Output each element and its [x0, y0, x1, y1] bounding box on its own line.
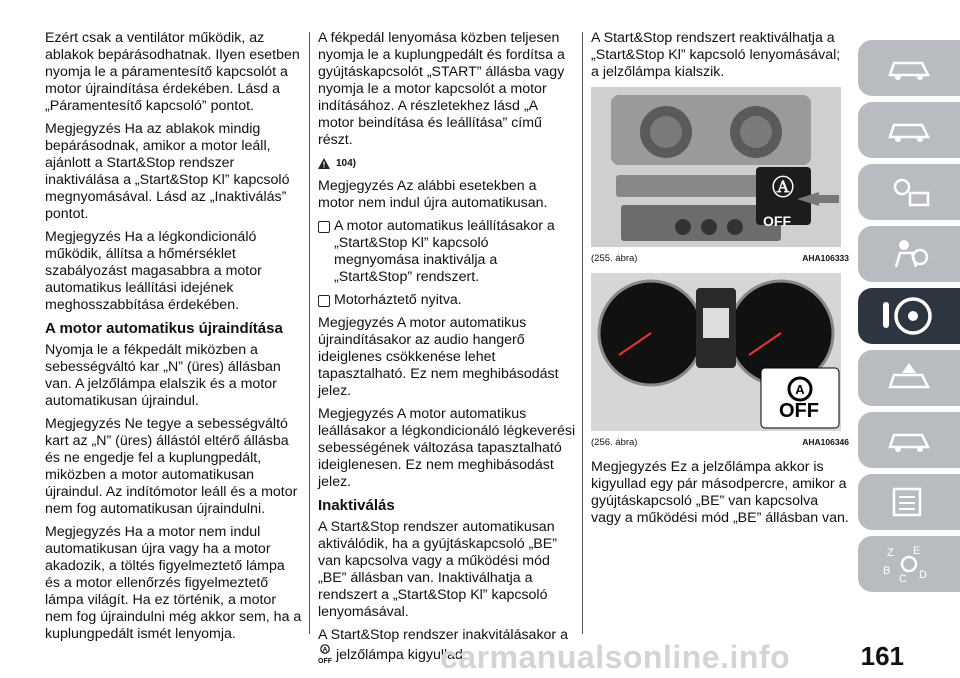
figure-256: [591, 273, 849, 451]
tab-lights-messages[interactable]: [858, 164, 960, 220]
tab-car-check[interactable]: [858, 102, 960, 158]
svg-text:A: A: [322, 646, 328, 654]
svg-text:Z: Z: [887, 547, 894, 559]
paragraph: Megjegyzés Az alábbi esetekben a motor nem indul újra automatikusan.: [318, 178, 548, 211]
list-item: [318, 218, 576, 286]
off-badge: OFF: [779, 400, 819, 422]
tab-safety[interactable]: [858, 226, 960, 282]
tab-car-info[interactable]: [858, 40, 960, 96]
start-stop-off-icon: [318, 644, 332, 666]
section-tabs: [858, 40, 960, 598]
svg-text:E: E: [913, 545, 921, 557]
warning-car-icon: [886, 361, 932, 395]
paragraph: Megjegyzés Ha a motor nem indul automatikusan újra vagy ha a motor akadozik, a töltés figyelmeztető lámpa és a motor ellenőrzés figyelmeztető lámpa világít. Ha ez történik, a motor nem fog újraindulni még akkor sem, ha a kuplungpedált ismét lenyomja.: [45, 524, 302, 642]
column-1: [45, 30, 303, 649]
paragraph: Megjegyzés Ne tegye a sebességváltó kart az „N” (üres) állástól eltérő állásba és ne engedje fel a kuplungpedált, miközben a motor automatikusan újraindul. Az indítómotor leáll és a motor nem fog automatikusan újraindulni.: [45, 416, 298, 517]
tab-specs[interactable]: [858, 474, 960, 530]
index-icon: [879, 542, 939, 586]
figure-number: (256. ábra): [591, 437, 638, 448]
warning-icon: [318, 158, 330, 169]
paragraph: Megjegyzés A motor automatikus újraindításakor az audio hangerő ideiglenes csökkenése lehet tapasztalható. Ez nem meghibásodást jelez.: [318, 315, 559, 399]
paragraph: Megjegyzés Ez a jelzőlámpa akkor is kigyullad egy pár másodpercre, amikor a gyújtáskapcsoló „BE” van kapcsolva vagy a működési mód „BE” állásban van.: [591, 459, 849, 526]
off-label: OFF: [318, 658, 332, 665]
column-2: [318, 30, 576, 672]
reference-note: [318, 155, 576, 172]
car-service-icon: [886, 425, 932, 455]
car-check-icon: [886, 115, 932, 145]
svg-text:Ⓐ: Ⓐ: [771, 175, 795, 200]
svg-text:B: B: [883, 565, 891, 577]
svg-text:C: C: [899, 573, 907, 585]
light-message-icon: [886, 175, 932, 209]
figure-image-cluster: [591, 273, 841, 431]
specs-icon: [886, 485, 932, 519]
list-item: [318, 292, 576, 309]
dashboard-switch-illustration: [591, 87, 841, 247]
bullet-square-icon: [318, 295, 330, 307]
figure-code: AHA106346: [802, 437, 849, 447]
column-3: [591, 30, 849, 533]
column-divider-2: [582, 32, 583, 634]
paragraph: Megjegyzés A motor automatikus leállásakor a légkondicionáló légkeverési sebességének változása tapasztalható ideiglenesen. Ez nem meghibásodást jelez.: [318, 406, 576, 490]
paragraph: Nyomja le a fékpedált miközben a sebességváltó kar „N” (üres) állásban van. A jelzőlámpa elalszik és a motor automatikusan újraindul.: [45, 342, 281, 409]
paragraph: Ezért csak a ventilátor működik, az ablakok bepárásodhatnak. Ilyen esetben nyomja le a páramentesítő kapcsolót a motor újraindítása érdekében. Lásd a „Páramentesítő kapcsoló” pontot.: [45, 30, 300, 114]
column-divider-1: [309, 32, 310, 634]
svg-text:A: A: [795, 382, 805, 397]
list-item-text: A motor automatikus leállításakor a „Start&Stop Kl” kapcsoló megnyomása inaktiválja a „Start&Stop” rendszert.: [334, 218, 555, 285]
figure-caption: [591, 434, 849, 451]
watermark: carmanualsonline.info: [440, 639, 791, 675]
section-heading: Inaktiválás: [318, 497, 395, 514]
figure-number: (255. ábra): [591, 253, 638, 264]
steering-key-icon: [879, 294, 939, 338]
figure-image-switch: [591, 87, 841, 247]
bullet-square-icon: [318, 221, 330, 233]
svg-text:D: D: [919, 569, 927, 581]
figure-255: [591, 87, 849, 267]
figure-caption: [591, 250, 849, 267]
reference-number: 104): [336, 158, 357, 169]
auto-a-icon: [319, 644, 331, 654]
airbag-icon: [886, 237, 932, 271]
car-info-icon: [886, 53, 932, 83]
paragraph: A fékpedál lenyomása közben teljesen nyomja le a kuplungpedált és fordítsa a gyújtáskapcsolót „START” állásba vagy nyomja le a motor kapcsolót a motor indításához. A részletekhez lásd „A motor beindítása és leállítása” című részt.: [318, 30, 565, 148]
paragraph: A Start&Stop rendszer automatikusan aktiválódik, ha a gyújtáskapcsoló „BE” van kapcsolva vagy a működési mód „BE” állásban van. Inaktiválhatja a rendszert a „Start&Stop Kl” kapcsoló lenyomásával.: [318, 519, 557, 620]
tab-starting-driving[interactable]: [858, 288, 960, 344]
paragraph: A Start&Stop rendszert reaktiválhatja a „Start&Stop Kl” kapcsoló lenyomásával; a jelzőlámpa kialszik.: [591, 30, 841, 80]
paragraph-text: A Start&Stop rendszer inakvitálásakor a: [318, 627, 568, 643]
tab-emergency[interactable]: [858, 350, 960, 406]
list-item-text: Motorháztető nyitva.: [334, 292, 462, 308]
paragraph: Megjegyzés Ha a légkondicionáló működik, állítsa a hőmérséklet szabályozást magasabbra a motor automatikus leállítási idejének meghosszabbítása érdekében.: [45, 229, 262, 313]
page-number: 161: [860, 641, 904, 671]
tab-service[interactable]: [858, 412, 960, 468]
section-heading: A motor automatikus újraindítása: [45, 320, 283, 337]
off-badge: OFF: [763, 213, 791, 229]
figure-code: AHA106333: [802, 253, 849, 263]
paragraph-text: jelzőlámpa kigyullad.: [335, 646, 467, 663]
paragraph: Megjegyzés Ha az ablakok mindig bepárásodnak, amikor a motor leáll, ajánlott a Start&Stop rendszer inaktiválása a „Start&Stop Kl” kapcsoló megnyomásával. Lásd az „Inaktiválás” pontot.: [45, 121, 290, 222]
tab-index[interactable]: [858, 536, 960, 592]
